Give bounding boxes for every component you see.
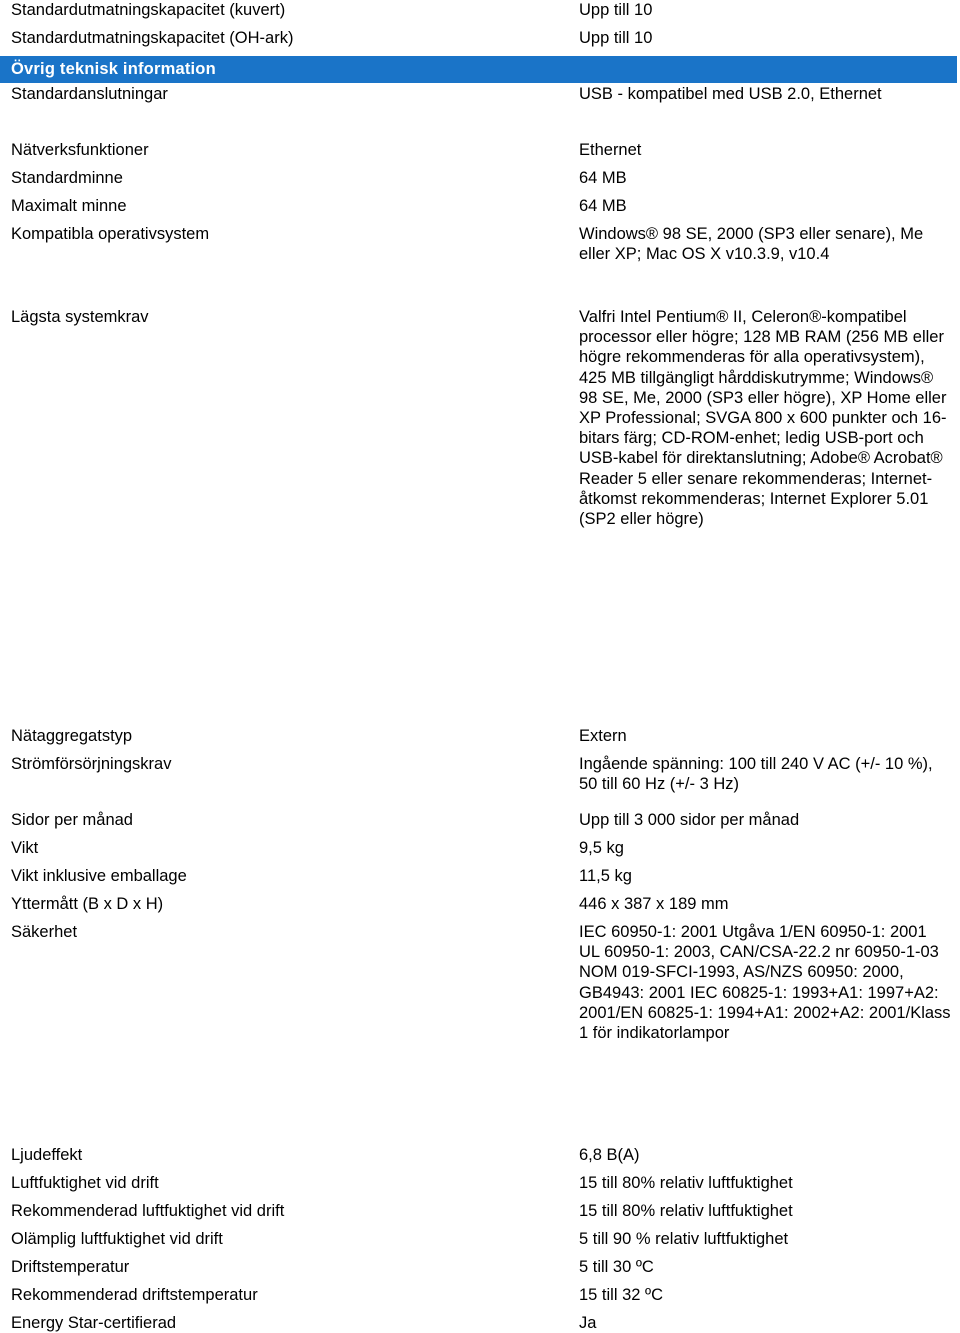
spec-label: Rekommenderad luftfuktighet vid drift	[11, 1202, 285, 1220]
spec-value: Ingående spänning: 100 till 240 V AC (+/- 10 %), 50 till 60 Hz (+/- 3 Hz)	[579, 755, 933, 794]
spec-value: 15 till 80% relativ luftfuktighet	[579, 1202, 793, 1220]
spec-label: Olämplig luftfuktighet vid drift	[11, 1230, 223, 1248]
spec-value: 15 till 80% relativ luftfuktighet	[579, 1174, 793, 1192]
spec-label: Sidor per månad	[11, 811, 133, 829]
spec-label: Vikt inklusive emballage	[11, 867, 187, 885]
spec-label: Maximalt minne	[11, 197, 127, 215]
spec-value: 11,5 kg	[579, 867, 632, 885]
spec-label: Strömförsörjningskrav	[11, 755, 172, 773]
spec-label: Nätverksfunktioner	[11, 141, 149, 159]
spec-label: Rekommenderad driftstemperatur	[11, 1286, 258, 1304]
spec-value: Extern	[579, 727, 627, 745]
section-title: Övrig teknisk information	[11, 60, 216, 78]
spec-value: Upp till 10	[579, 1, 653, 19]
spec-label: Vikt	[11, 839, 39, 857]
spec-value: Upp till 10	[579, 29, 653, 47]
section-header	[0, 56, 957, 83]
spec-value: Windows® 98 SE, 2000 (SP3 eller senare), Me eller XP; Mac OS X v10.3.9, v10.4	[579, 225, 924, 264]
spec-value: 64 MB	[579, 169, 627, 187]
spec-label: Standardanslutningar	[11, 85, 168, 103]
spec-value: IEC 60950-1: 2001 Utgåva 1/EN 60950-1: 2001 UL 60950-1: 2003, CAN/CSA-22.2 nr 60950-1-03 NOM 019-SFCI-1993, AS/NZS 60950: 2000, GB4943: 2001 IEC 60825-1: 1993+A1: 1997+A2: 2001/EN 60825-1: 1994+A1: 2002+A2: 2001/Klass 1 för indikatorlampor	[579, 923, 951, 1043]
spec-value: USB - kompatibel med USB 2.0, Ethernet	[579, 85, 882, 103]
spec-value: Valfri Intel Pentium® II, Celeron®-kompatibel processor eller högre; 128 MB RAM (256 MB eller högre rekommenderas för alla operativsystem), 425 MB tillgängligt hårddiskutrymme; Windows® 98 SE, Me, 2000 (SP3 eller högre), XP Home eller XP Professional; SVGA 800 x 600 punkter och 16-bitars färg; CD-ROM-enhet; ledig USB-port och USB-kabel för direktanslutning; Adobe® Acrobat® Reader 5 eller senare rekommenderas; Internet-åtkomst rekommenderas; Internet Explorer 5.01 (SP2 eller högre)	[579, 308, 947, 529]
spec-label: Luftfuktighet vid drift	[11, 1174, 159, 1192]
spec-label: Säkerhet	[11, 923, 78, 941]
spec-value: 64 MB	[579, 197, 627, 215]
spec-value: 5 till 90 % relativ luftfuktighet	[579, 1230, 789, 1248]
spec-value: 15 till 32 ºC	[579, 1286, 663, 1304]
spec-label: Standardminne	[11, 169, 123, 187]
spec-label: Energy Star-certifierad	[11, 1314, 177, 1332]
spec-label: Ljudeffekt	[11, 1146, 83, 1164]
spec-value: Upp till 3 000 sidor per månad	[579, 811, 800, 829]
spec-label: Driftstemperatur	[11, 1258, 130, 1276]
spec-label: Lägsta systemkrav	[11, 308, 149, 326]
spec-label: Standardutmatningskapacitet (OH-ark)	[11, 29, 294, 47]
spec-value: 5 till 30 ºC	[579, 1258, 654, 1276]
spec-label: Kompatibla operativsystem	[11, 225, 210, 243]
spec-label: Nätaggregatstyp	[11, 727, 133, 745]
spec-value: 9,5 kg	[579, 839, 624, 857]
spec-value: Ja	[579, 1314, 597, 1332]
spec-label: Yttermått (B x D x H)	[11, 895, 164, 913]
spec-label: Standardutmatningskapacitet (kuvert)	[11, 1, 286, 19]
spec-value: 6,8 B(A)	[579, 1146, 640, 1164]
spec-value: Ethernet	[579, 141, 642, 159]
spec-value: 446 x 387 x 189 mm	[579, 895, 729, 913]
